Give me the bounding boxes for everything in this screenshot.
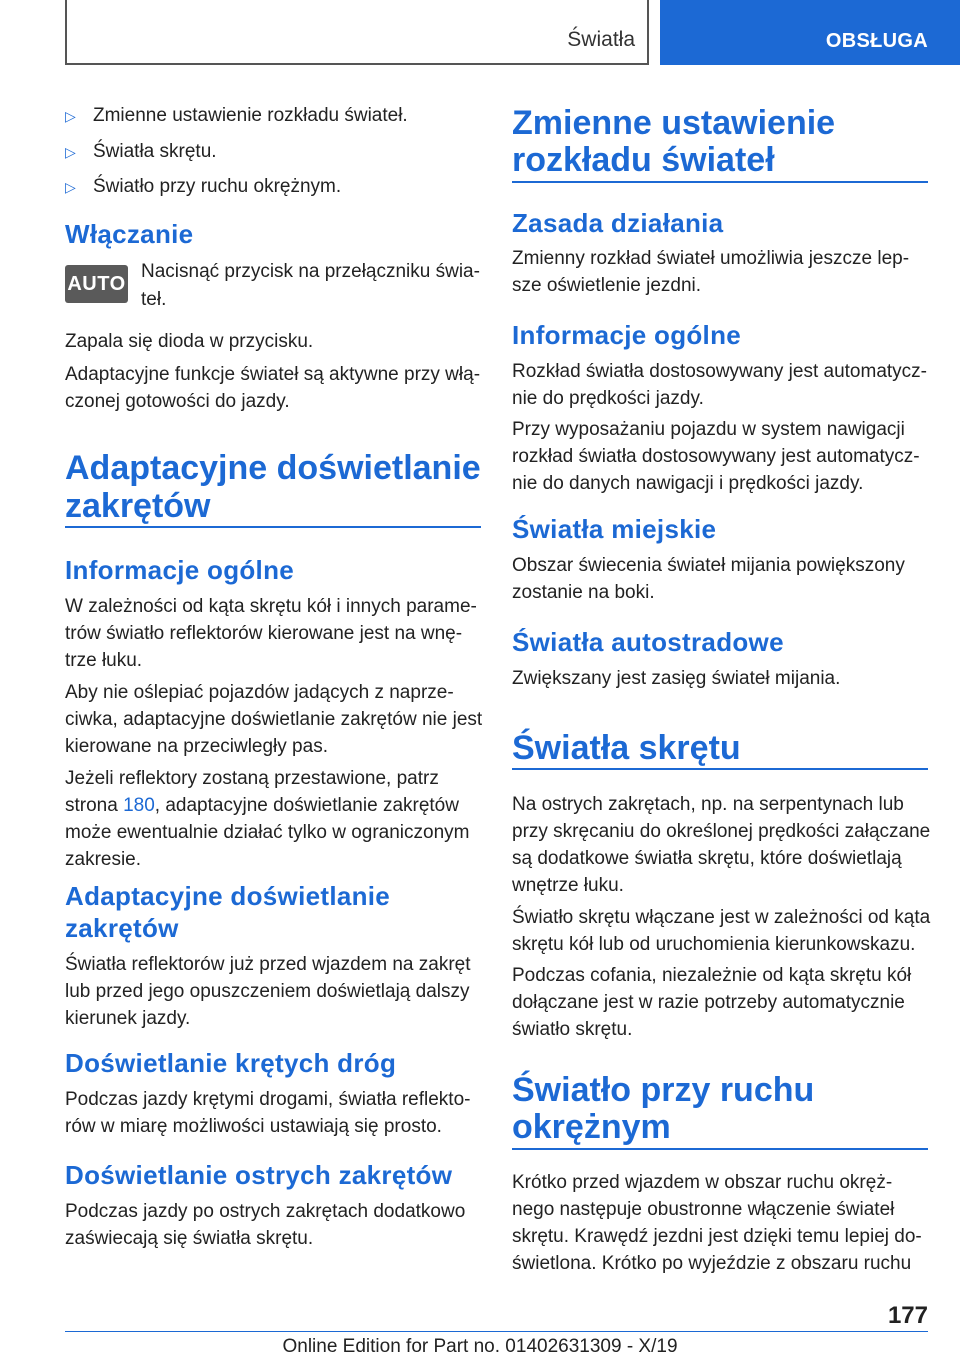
paragraph-line: Podczas cofania, niezależnie od kąta skrętu kół xyxy=(512,965,912,986)
list-item: ▷ Światło przy ruchu okrężnym. xyxy=(65,173,341,201)
paragraph-line: Na ostrych zakrętach, np. na serpentynach lub xyxy=(512,794,904,815)
paragraph-line: może ewentualnie działać tylko w ograniczonym xyxy=(65,822,470,843)
list-item: ▷ Światła skrętu. xyxy=(65,138,217,166)
paragraph-line: są dodatkowe światła skrętu, które doświetlają xyxy=(512,848,902,869)
heading-informacje-ogolne: Informacje ogólne xyxy=(65,555,295,585)
page-number: 177 xyxy=(887,1302,928,1329)
paragraph-line: trze łuku. xyxy=(65,650,143,671)
heading-winding-roads: Doświetlanie krętych dróg xyxy=(65,1048,397,1078)
heading-variable-title-line1: Zmienne ustawienie xyxy=(512,104,836,142)
paragraph-line: Zwiększany jest zasięg świateł mijania. xyxy=(512,668,841,689)
paragraph-line: dołączane jest w razie potrzeby automatycznie xyxy=(512,992,905,1013)
heading-town-lights: Światła miejskie xyxy=(512,514,717,544)
paragraph-line: Rozkład światła dostosowywany jest automatycz- xyxy=(512,361,928,382)
heading-sharp-bends: Doświetlanie ostrych zakrętów xyxy=(65,1160,453,1190)
paragraph-line: Przy wyposażaniu pojazdu w system nawigacji xyxy=(512,419,905,440)
paragraph-line: Światło skrętu włączane jest w zależności od kąta xyxy=(512,907,931,928)
paragraph-line: Adaptacyjne funkcje świateł są aktywne przy włą- xyxy=(65,364,481,385)
paragraph-line: nie do prędkości jazdy. xyxy=(512,388,704,409)
paragraph-line: teł. xyxy=(141,289,167,310)
triangle-bullet-icon: ▷ xyxy=(65,108,76,124)
header-section-box xyxy=(65,0,649,65)
auto-button-icon: AUTO xyxy=(65,265,128,303)
page-reference-link[interactable]: 180 xyxy=(123,795,155,816)
paragraph-line: kierowane na przeciwległy pas. xyxy=(65,736,328,757)
paragraph-line: ciwka, adaptacyjne doświetlanie zakrętów nie jest xyxy=(65,709,483,730)
paragraph-line: trów światło reflektorów kierowane jest na wnę- xyxy=(65,623,463,644)
paragraph-line: Krótko przed wjazdem w obszar ruchu okręż- xyxy=(512,1172,893,1193)
section-divider xyxy=(512,181,928,183)
paragraph-line: strona 180, adaptacyjne doświetlanie zakrętów xyxy=(65,795,459,816)
header-chapter-tab xyxy=(660,0,960,65)
heading-motorway-lights: Światła autostradowe xyxy=(512,627,784,657)
paragraph-line: czonej gotowości do jazdy. xyxy=(65,391,290,412)
heading-adaptive-sub-line1: Adaptacyjne doświetlanie xyxy=(65,881,391,911)
paragraph-line: kierunek jazdy. xyxy=(65,1008,191,1029)
list-item: ▷ Zmienne ustawienie rozkładu świateł. xyxy=(65,102,408,130)
heading-principle: Zasada działania xyxy=(512,208,724,238)
paragraph-line: sze oświetlenie jezdni. xyxy=(512,275,702,296)
paragraph-line: W zależności od kąta skrętu kół i innych parame- xyxy=(65,596,477,617)
heading-general-info: Informacje ogólne xyxy=(512,320,742,350)
heading-roundabout-line1: Światło przy ruchu xyxy=(512,1071,815,1109)
paragraph-line: Jeżeli reflektory zostaną przestawione, patrz xyxy=(65,768,439,789)
paragraph-line: Zmienny rozkład świateł umożliwia jeszcze lep- xyxy=(512,248,910,269)
heading-roundabout-line2: okrężnym xyxy=(512,1108,671,1146)
heading-turning-lights: Światła skrętu xyxy=(512,729,741,767)
heading-adaptive-title-line2: zakrętów xyxy=(65,487,211,525)
paragraph-line: przy skręcaniu do określonej prędkości załączane xyxy=(512,821,931,842)
section-divider xyxy=(65,526,481,528)
paragraph-line: nego następuje obustronne włączenie świateł xyxy=(512,1199,895,1220)
paragraph-line: skrętu kół lub od uruchomienia kierunkowskazu. xyxy=(512,934,916,955)
paragraph-line: skrętu. Krawędź jezdni jest dzięki temu lepiej do- xyxy=(512,1226,922,1247)
paragraph-line: Światła reflektorów już przed wjazdem na zakręt xyxy=(65,954,471,975)
paragraph-line: zakresie. xyxy=(65,849,142,870)
paragraph-line: rów w miarę możliwości ustawiają się prosto. xyxy=(65,1116,442,1137)
paragraph-line: światło skrętu. xyxy=(512,1019,633,1040)
paragraph-line: zaświecają się światła skrętu. xyxy=(65,1228,314,1249)
header-section-title: Światła xyxy=(567,28,635,51)
paragraph-line: świetlona. Krótko po wyjeździe z obszaru ruchu xyxy=(512,1253,912,1274)
header-chapter-title: OBSŁUGA xyxy=(825,30,928,52)
paragraph-line: zostanie na boki. xyxy=(512,582,655,603)
paragraph-line: rozkład światła dostosowywany jest automatycz- xyxy=(512,446,920,467)
paragraph-line: nie do danych nawigacji i prędkości jazdy. xyxy=(512,473,864,494)
paragraph-line: wnętrze łuku. xyxy=(512,875,624,896)
paragraph-line: Zapala się dioda w przycisku. xyxy=(65,331,314,352)
paragraph-line: Obszar świecenia świateł mijania powiększony xyxy=(512,555,905,576)
heading-adaptive-sub-line2: zakrętów xyxy=(65,913,179,943)
heading-variable-title-line2: rozkładu świateł xyxy=(512,141,775,179)
heading-adaptive-title-line1: Adaptacyjne doświetlanie xyxy=(65,449,481,487)
footer-edition: Online Edition for Part no. 01402631309 - X/19 xyxy=(282,1336,678,1357)
paragraph-line: Podczas jazdy krętymi drogami, światła reflekto- xyxy=(65,1089,471,1110)
heading-wlaczanie: Włączanie xyxy=(65,219,194,249)
section-divider xyxy=(512,768,928,770)
section-divider xyxy=(512,1148,928,1150)
paragraph-line: Podczas jazdy po ostrych zakrętach dodatkowo xyxy=(65,1201,466,1222)
paragraph-line: Nacisnąć przycisk na przełączniku świa- xyxy=(141,261,480,282)
triangle-bullet-icon: ▷ xyxy=(65,144,76,160)
paragraph-line: Aby nie oślepiać pojazdów jadących z naprze- xyxy=(65,682,454,703)
footer-divider xyxy=(65,1331,928,1332)
triangle-bullet-icon: ▷ xyxy=(65,179,76,195)
paragraph-line: lub przed jego opuszczeniem doświetlają dalszy xyxy=(65,981,470,1002)
